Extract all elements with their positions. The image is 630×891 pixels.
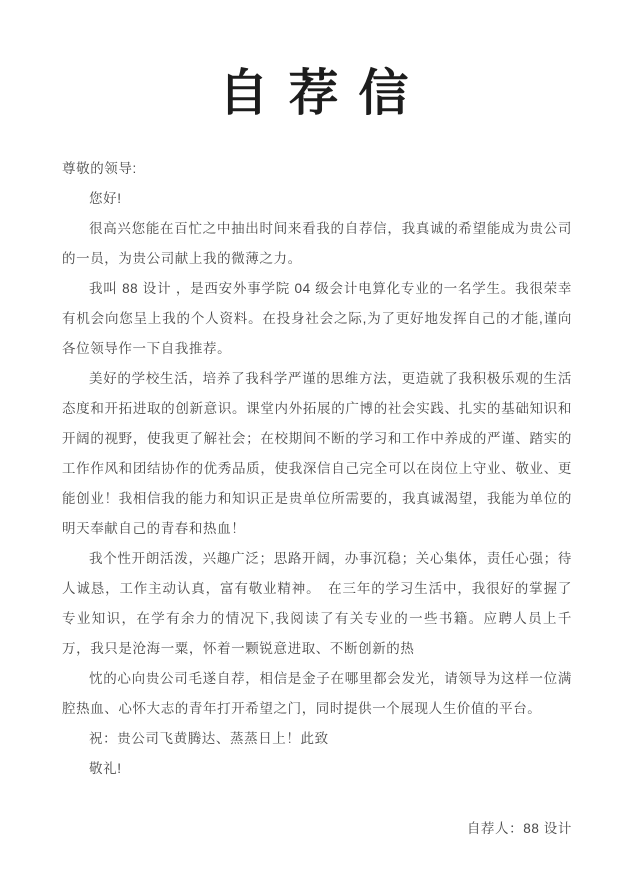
page-title: 自 荐 信	[218, 65, 412, 121]
paragraph-school-life: 美好的学校生活，培养了我科学严谨的思维方法，更造就了我积极乐观的生活态度和开拓进取的创新意识。课堂内外拓展的广博的社会实践、扎实的基础知识和开阔的视野，使我更了解社会；在校期间不断的学习和工作中养成的严谨、踏实的工作作风和团结协作的优秀品质，使我深信自己完全可以在岗位上守业、敬业、更能创业！我相信我的能力和知识正是贵单位所需要的，我真诚渴望，我能为单位的明天奉献自己的青春和热血！	[62, 371, 572, 536]
paragraph-self-introduction: 我叫 88 设计 ，是西安外事学院 04 级会计电算化专业的一名学生。我很荣幸有机会向您呈上我的个人资料。在投身社会之际,为了更好地发挥自己的才能,谨向各位领导作一下自我推荐。	[62, 281, 572, 356]
paragraph-intro: 很高兴您能在百忙之中抽出时间来看我的自荐信，我真诚的希望能成为贵公司的一员，为贵公司献上我的微薄之力。	[62, 221, 572, 266]
letter-body	[62, 154, 572, 844]
paragraph-salute: 敬礼!	[89, 761, 122, 776]
paragraph-self-recommendation: 忱的心向贵公司毛遂自荐，相信是金子在哪里都会发光，请领导为这样一位满腔热血、心怀大志的青年打开希望之门，同时提供一个展现人生价值的平台。	[62, 671, 572, 716]
paragraph-personality: 我个性开朗活泼，兴趣广泛；思路开阔，办事沉稳；关心集体，责任心强；待人诚恳，工作主动认真，富有敬业精神。 在三年的学习生活中，我很好的掌握了专业知识，在学有余力的情况下,我阅读了有关专业的一些书籍。应聘人员上千万，我只是沧海一粟，怀着一颗锐意进取、不断创新的热	[62, 551, 572, 656]
paragraph-greeting: 您好!	[89, 191, 122, 206]
signature: 自荐人：88 设计	[466, 821, 572, 836]
paragraph-wishes: 祝：贵公司飞黄腾达、蒸蒸日上！此致	[89, 731, 329, 746]
signature-row	[62, 814, 572, 844]
salutation: 尊敬的领导:	[62, 161, 137, 176]
